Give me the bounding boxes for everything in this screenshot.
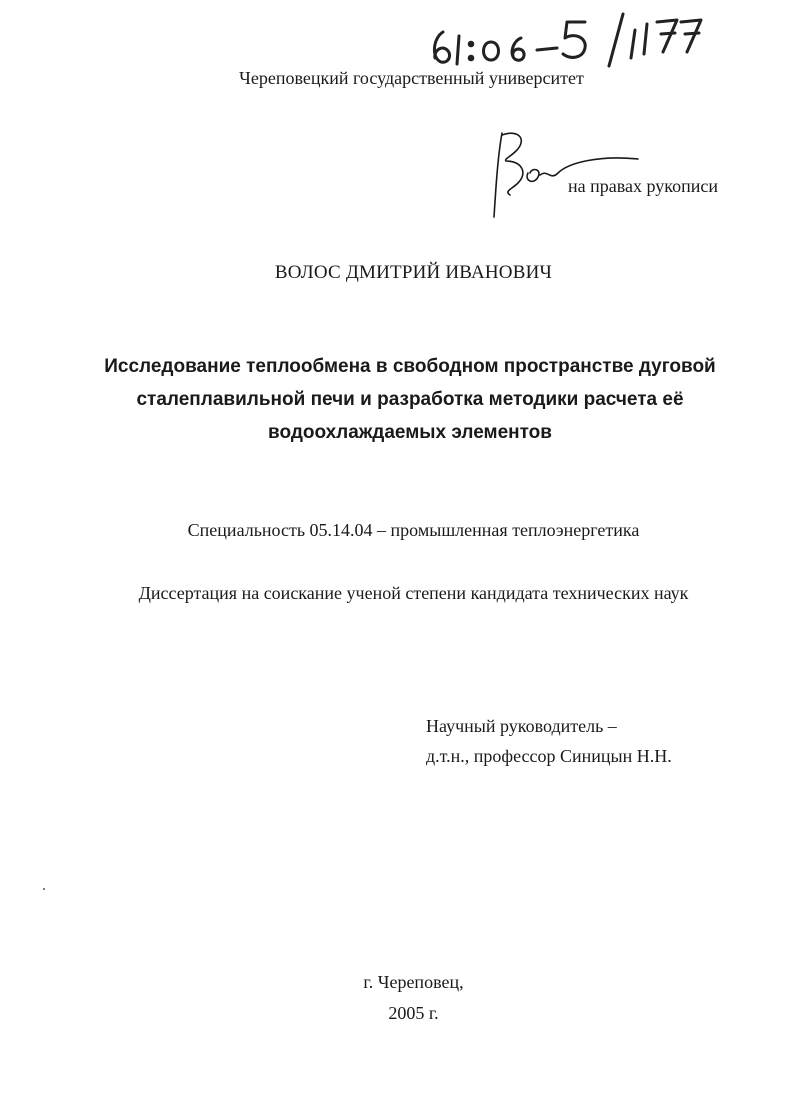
title-line-3: водоохлаждаемых элементов bbox=[268, 422, 552, 443]
year: 2005 г. bbox=[388, 1003, 439, 1023]
supervisor-name: д.т.н., профессор Синицын Н.Н. bbox=[426, 746, 672, 766]
title-line-2: сталеплавильной печи и разработка методики расчета её bbox=[136, 389, 684, 410]
author-name: ВОЛОС ДМИТРИЙ ИВАНОВИЧ bbox=[274, 262, 553, 283]
title-line-1: Исследование теплообмена в свободном пространстве дуговой bbox=[104, 356, 716, 377]
handwritten-archive-number bbox=[425, 8, 705, 70]
university-name: Череповецкий государственный университет bbox=[239, 68, 584, 88]
manuscript-rights-note: на правах рукописи bbox=[568, 176, 718, 196]
degree-statement: Диссертация на соискание ученой степени кандидата технических наук bbox=[138, 583, 689, 603]
author-signature bbox=[488, 125, 648, 225]
city: г. Череповец, bbox=[363, 972, 464, 992]
specialty-line: Специальность 05.14.04 – промышленная теплоэнергетика bbox=[187, 520, 640, 540]
dissertation-title bbox=[80, 350, 740, 449]
supervisor-label: Научный руководитель – bbox=[426, 716, 617, 736]
scan-speck bbox=[43, 888, 45, 890]
